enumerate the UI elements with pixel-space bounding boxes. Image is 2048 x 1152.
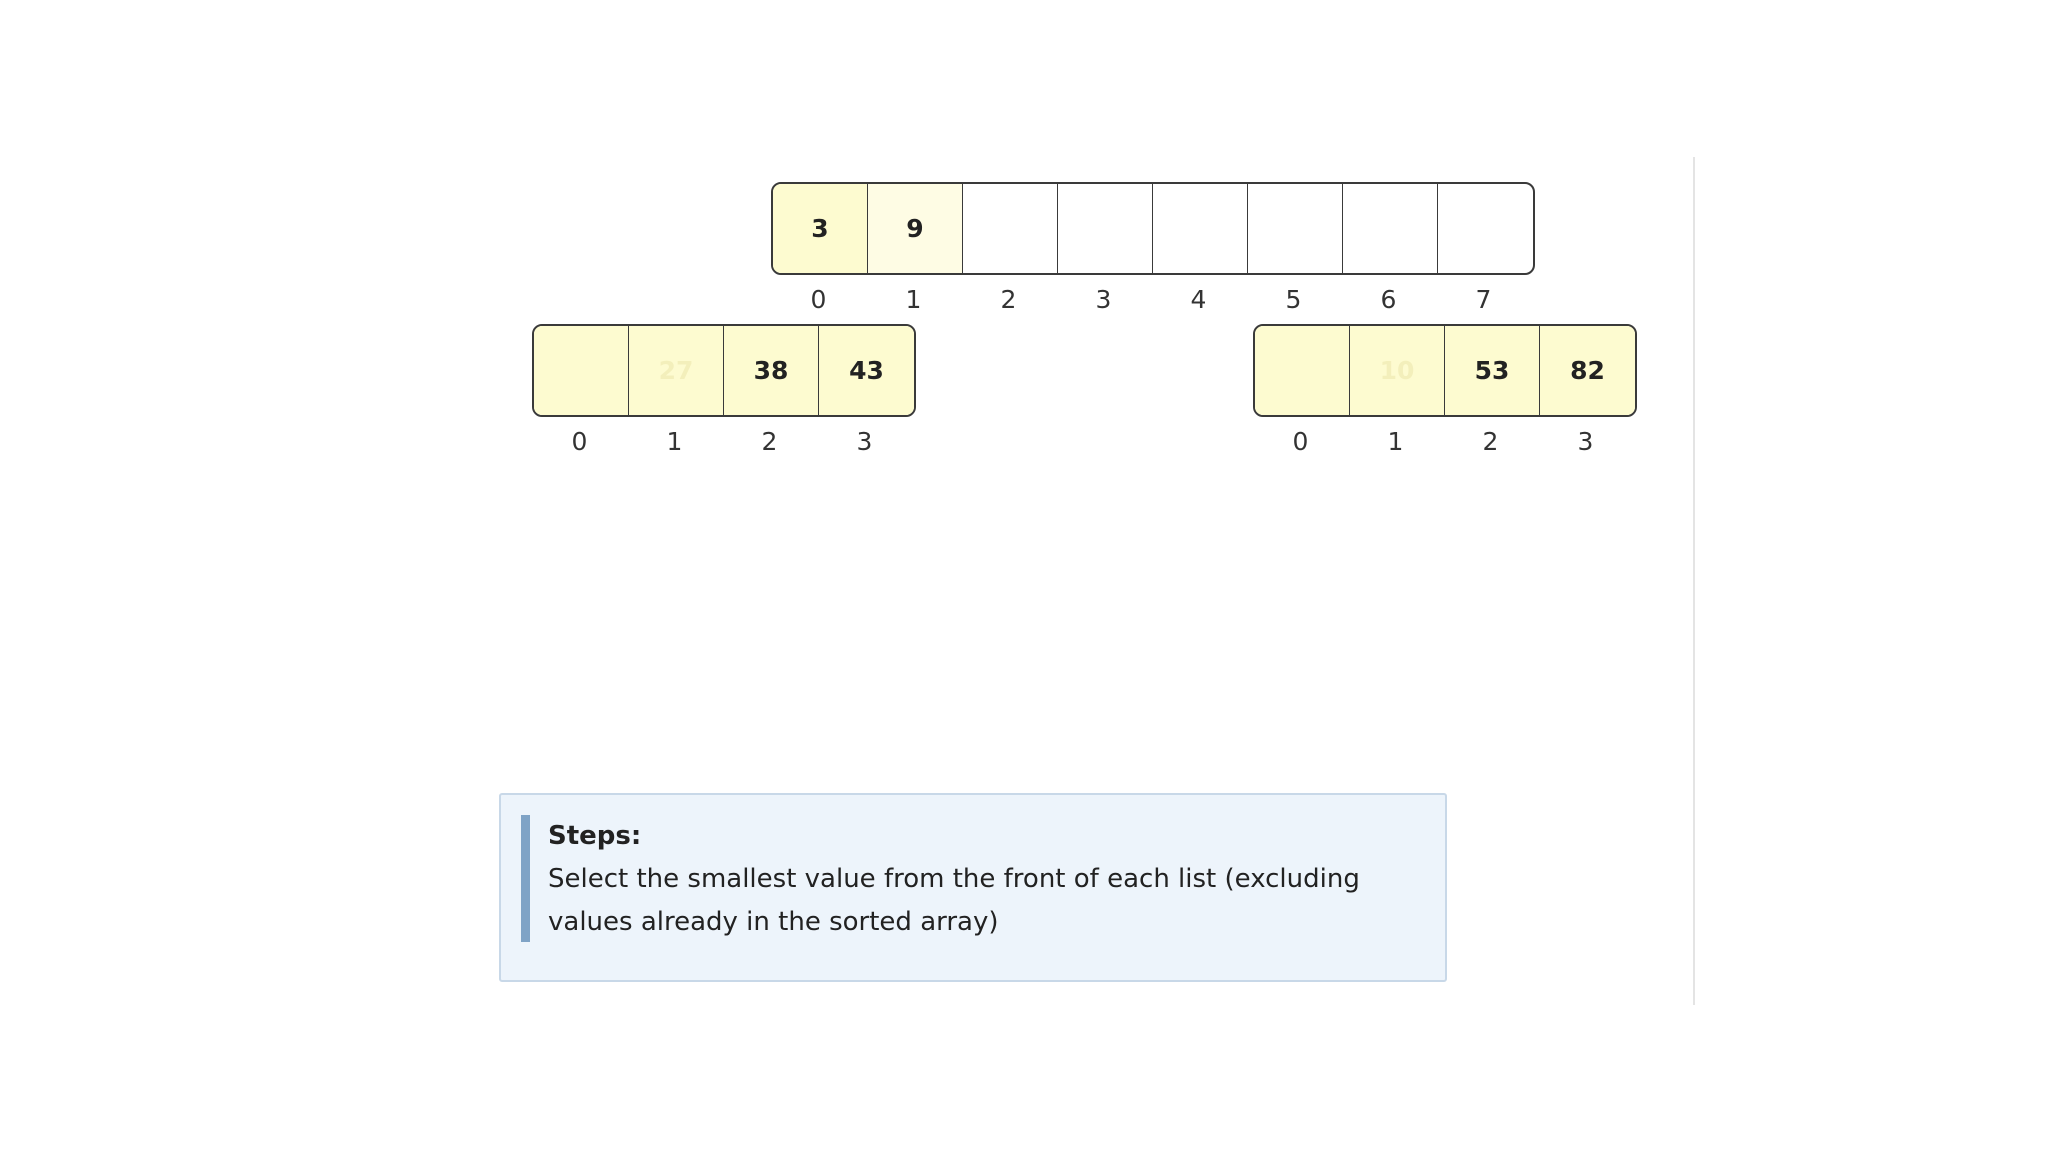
right-index-0: 0 bbox=[1292, 427, 1309, 456]
merged-cell-2 bbox=[963, 184, 1058, 273]
merged-index-4: 4 bbox=[1190, 285, 1207, 314]
left-cell-1: 27 bbox=[629, 326, 724, 415]
merged-cell-7 bbox=[1438, 184, 1533, 273]
merged-index-2: 2 bbox=[1000, 285, 1017, 314]
merged-array-indices bbox=[771, 285, 1531, 314]
left-index-3: 3 bbox=[856, 427, 873, 456]
merged-index-6: 6 bbox=[1380, 285, 1397, 314]
merged-cell-0: 3 bbox=[773, 184, 868, 273]
steps-panel bbox=[499, 793, 1447, 982]
left-index-2: 2 bbox=[761, 427, 778, 456]
merged-index-0: 0 bbox=[810, 285, 827, 314]
merged-cell-6 bbox=[1343, 184, 1438, 273]
right-cell-2: 53 bbox=[1445, 326, 1540, 415]
merged-cell-3 bbox=[1058, 184, 1153, 273]
right-array bbox=[1253, 324, 1637, 417]
merged-array bbox=[771, 182, 1535, 275]
right-cell-0 bbox=[1255, 326, 1350, 415]
steps-accent-bar bbox=[521, 815, 530, 942]
left-array bbox=[532, 324, 916, 417]
left-array-indices bbox=[532, 427, 912, 456]
right-index-3: 3 bbox=[1577, 427, 1594, 456]
right-index-2: 2 bbox=[1482, 427, 1499, 456]
left-cell-2: 38 bbox=[724, 326, 819, 415]
right-cell-3: 82 bbox=[1540, 326, 1635, 415]
steps-content bbox=[548, 815, 1428, 944]
left-cell-3: 43 bbox=[819, 326, 914, 415]
right-index-1: 1 bbox=[1387, 427, 1404, 456]
vertical-divider bbox=[1693, 157, 1695, 1005]
steps-description: Select the smallest value from the front of each list (excluding values already in the sorted array) bbox=[548, 864, 1360, 937]
merged-index-3: 3 bbox=[1095, 285, 1112, 314]
merged-cell-4 bbox=[1153, 184, 1248, 273]
merged-cell-1: 9 bbox=[868, 184, 963, 273]
left-index-0: 0 bbox=[571, 427, 588, 456]
merged-index-1: 1 bbox=[905, 285, 922, 314]
steps-title: Steps: bbox=[548, 821, 642, 851]
merged-index-5: 5 bbox=[1285, 285, 1302, 314]
merged-cell-5 bbox=[1248, 184, 1343, 273]
left-cell-0 bbox=[534, 326, 629, 415]
right-cell-1: 10 bbox=[1350, 326, 1445, 415]
left-index-1: 1 bbox=[666, 427, 683, 456]
right-array-indices bbox=[1253, 427, 1633, 456]
merged-index-7: 7 bbox=[1475, 285, 1492, 314]
